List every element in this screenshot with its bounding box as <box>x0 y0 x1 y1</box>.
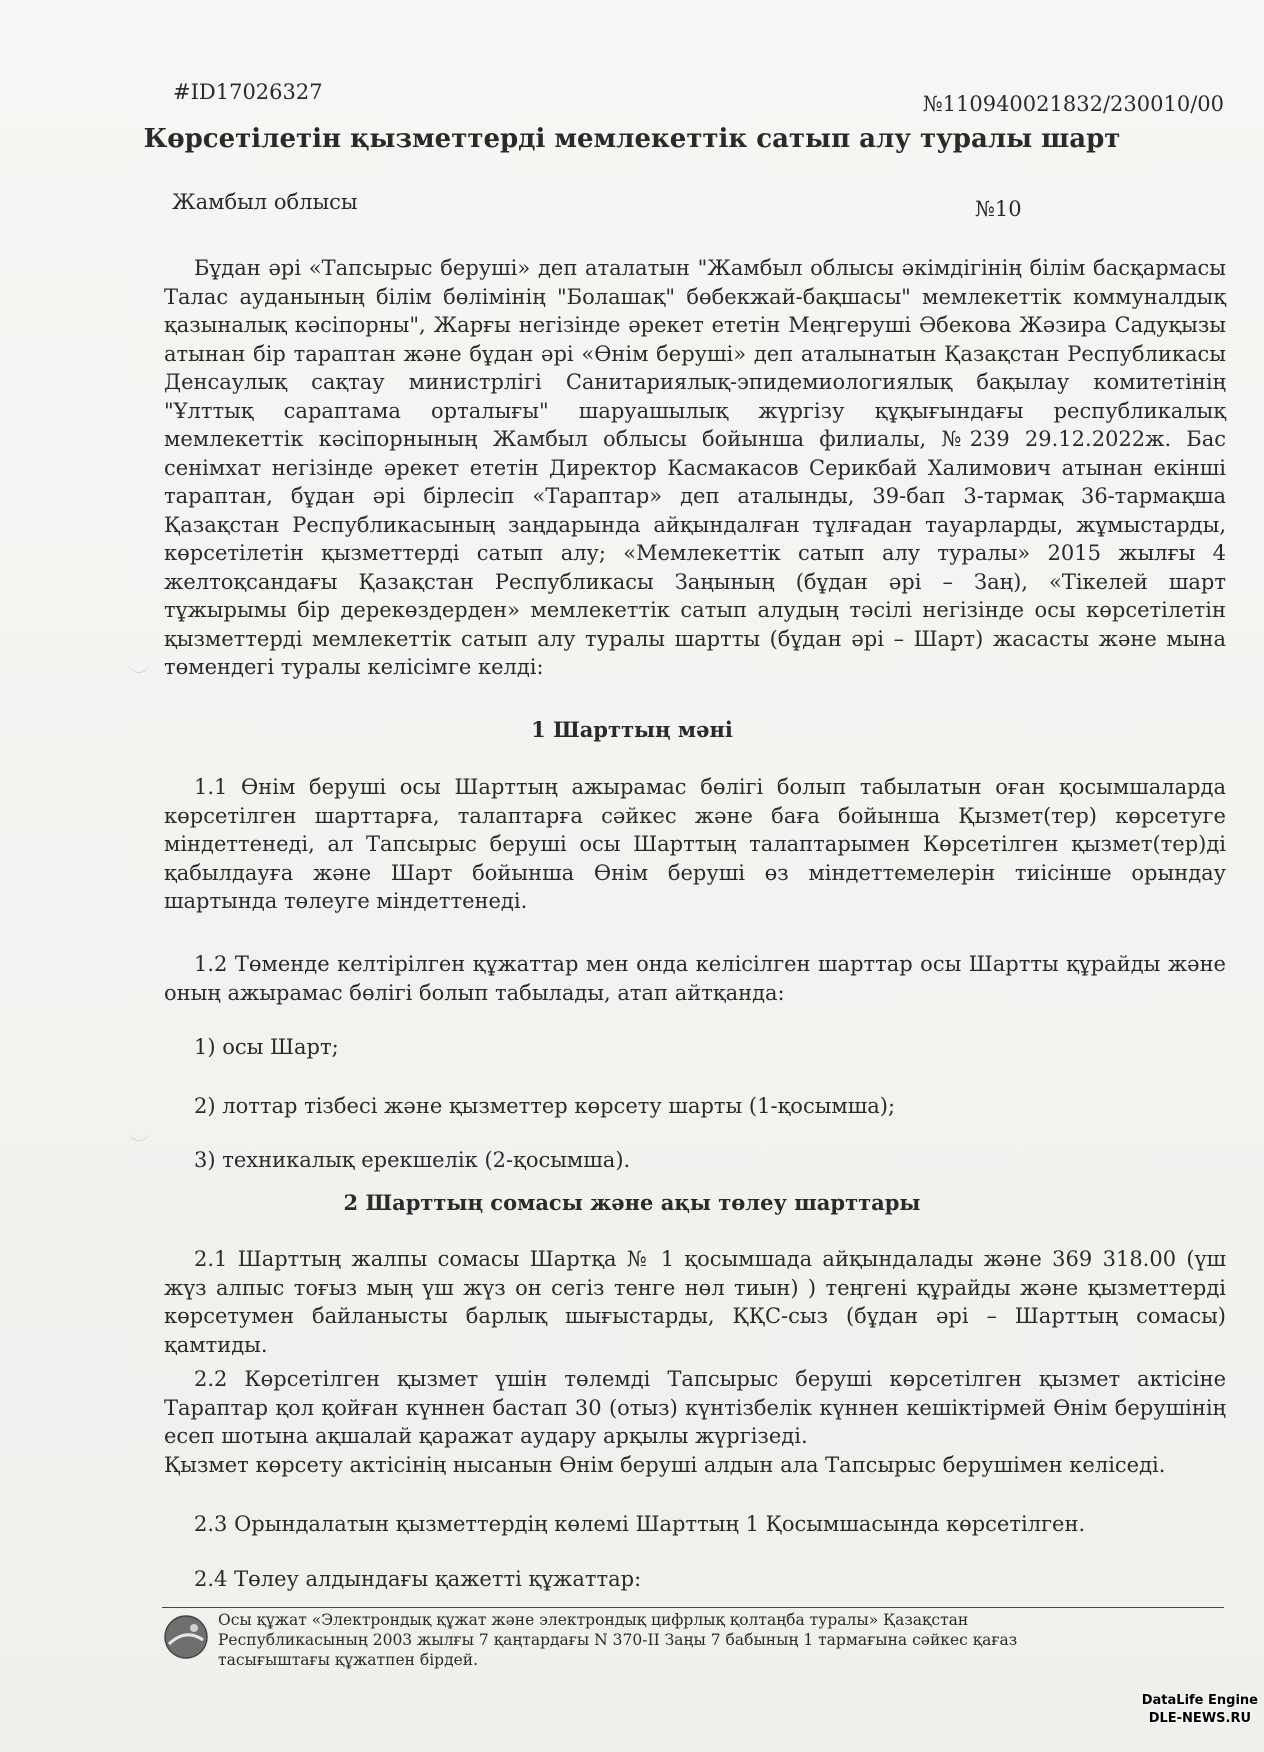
section-2-heading: 2 Шарттың сомасы және ақы төлеу шарттары <box>343 1190 921 1215</box>
footer-legal-note: Осы құжат «Электрондық құжат және электрондық цифрлық қолтаңба туралы» Қазақстан Республикасының 2003 жылғы 7 қаңтардағы N 370-II Заңы 7 бабының 1 тармағына сәйкес қағаз тасығыштағы құжатпен бірдей. <box>218 1611 1018 1669</box>
clause-2-2-text: 2.2 Көрсетілген қызмет үшін төлемді Тапсырыс беруші көрсетілген қызмет актісіне Тараптар қол қойған күннен бастап 30 (отыз) күнтізбелік күннен кешіктірмей Өнім берушінің есеп шотына ақшалай қаражат аудару арқылы жүргізеді. <box>164 1367 1226 1448</box>
intro-text: Бұдан әрі «Тапсырыс беруші» деп аталатын "Жамбыл облысы әкімдігінің білім басқармасы Талас ауданының білім бөлімінің "Болашақ" бөбекжай-бақшасы" мемлекеттік коммуналдық қазыналық кәсіпорны", Жарғы негізінде әрекет ететін Меңгеруші Әбекова Жәзира Садуқызы атынан бір тараптан және бұдан әрі «Өнім беруші» деп аталынатын Қазақстан Республикасы Денсаулық сақтау министрлігі Санитариялық-эпидемиологиялық бақылау комитетінің "Ұлттық сараптама орталығы" шаруашылық жүргізу құқығындағы республикалық мемлекеттік кәсіпорнының Жамбыл облысы бойынша филиалы, №239 29.12.2022ж. Бас сенімхат негізінде әрекет ететін Директор Касмакасов Серикбай Халимович атынан екінші тараптан, бұдан әрі бірлесіп «Тараптар» деп аталынды, 39-бап 3-тармақ 36-тармақша Қазақстан Республикасының заңдарында айқындалған тұлғадан тауарларды, жұмыстарды, көрсетілетін қызметтерді сатып алу; «Мемлекеттік сатып алу туралы» 2015 жылғы 4 желтоқсандағы Қазақстан Республикасы Заңының (бұдан әрі – Заң), «Тікелей шарт тұжырымы бір дерекөздерден» мемлекеттік сатып алудың тәсілі негізінде осы көрсетілетін қызметтерді мемлекеттік сатып алу туралы шартты (бұдан әрі – Шарт) жасасты және мына төмендегі туралы келісімге келді: <box>164 256 1226 679</box>
watermark-line-2: DLE-NEWS.RU <box>1148 1711 1252 1726</box>
document-id: #ID17026327 <box>173 80 323 104</box>
section-1-heading: 1 Шарттың мәні <box>531 717 733 742</box>
clause-1-2-text: 1.2 Төменде келтірілген құжаттар мен онда келісілген шарттар осы Шартты құрайды және оның ажырамас бөлігі болып табылады, атап айтқанда: <box>164 952 1226 1005</box>
region-label: Жамбыл облысы <box>172 190 358 214</box>
registration-number: №110940021832/230010/00 <box>922 92 1224 116</box>
footer-divider <box>162 1607 1224 1608</box>
list-item: 2) лоттар тізбесі және қызметтер көрсету шарты (1-қосымша); <box>194 1094 896 1118</box>
list-item: 1) осы Шарт; <box>194 1035 339 1059</box>
clause-2-4 <box>164 1565 1226 1594</box>
list-item: 3) техникалық ерекшелік (2-қосымша). <box>194 1148 631 1172</box>
punch-hole <box>128 650 150 673</box>
egov-logo-icon <box>163 1614 209 1660</box>
contract-number: №10 <box>975 197 1022 221</box>
clause-2-4-text: 2.4 Төлеу алдындағы қажетті құжаттар: <box>194 1567 642 1591</box>
clause-2-1-text: 2.1 Шарттың жалпы сомасы Шартқа № 1 қосымшада айқындалады және 369 318.00 (үш жүз алпыс тоғыз мың үш жүз он сегіз тенге нөл тиын) ) теңгені құрайды және қызметтерді көрсетумен байланысты барлық шығыстарды, ҚҚС-сыз (бұдан әрі – Шарттың сомасы) қамтиды. <box>164 1247 1226 1357</box>
intro-paragraph <box>164 254 1226 682</box>
clause-2-2-continuation: Қызмет көрсету актісінің нысанын Өнім беруші алдын ала Тапсырыс берушімен келіседі. <box>164 1452 1166 1477</box>
watermark-line-1: DataLife Engine <box>1141 1693 1258 1708</box>
clause-2-1 <box>164 1245 1226 1359</box>
clause-2-2 <box>164 1365 1226 1479</box>
clause-1-2 <box>164 950 1226 1007</box>
clause-2-3 <box>164 1510 1226 1539</box>
punch-hole <box>128 1118 150 1141</box>
watermark <box>1142 1692 1258 1728</box>
clause-2-3-text: 2.3 Орындалатын қызметтердің көлемі Шарттың 1 Қосымшасында көрсетілген. <box>194 1512 1086 1536</box>
clause-1-1 <box>164 773 1226 916</box>
clause-1-1-text: 1.1 Өнім беруші осы Шарттың ажырамас бөлігі болып табылатын оған қосымшаларда көрсетілген шарттарға, талаптарға сәйкес және баға бойынша Қызмет(тер) көрсетуге міндеттенеді, ал Тапсырыс беруші осы Шарттың талаптарымен Көрсетілген қызмет(тер)ді қабылдауға және Шарт бойынша Өнім беруші өз міндеттемелерін тиісінше орындау шартында төлеуге міндеттенеді. <box>164 775 1226 913</box>
document-title: Көрсетілетін қызметтерді мемлекеттік сатып алу туралы шарт <box>143 124 1121 154</box>
